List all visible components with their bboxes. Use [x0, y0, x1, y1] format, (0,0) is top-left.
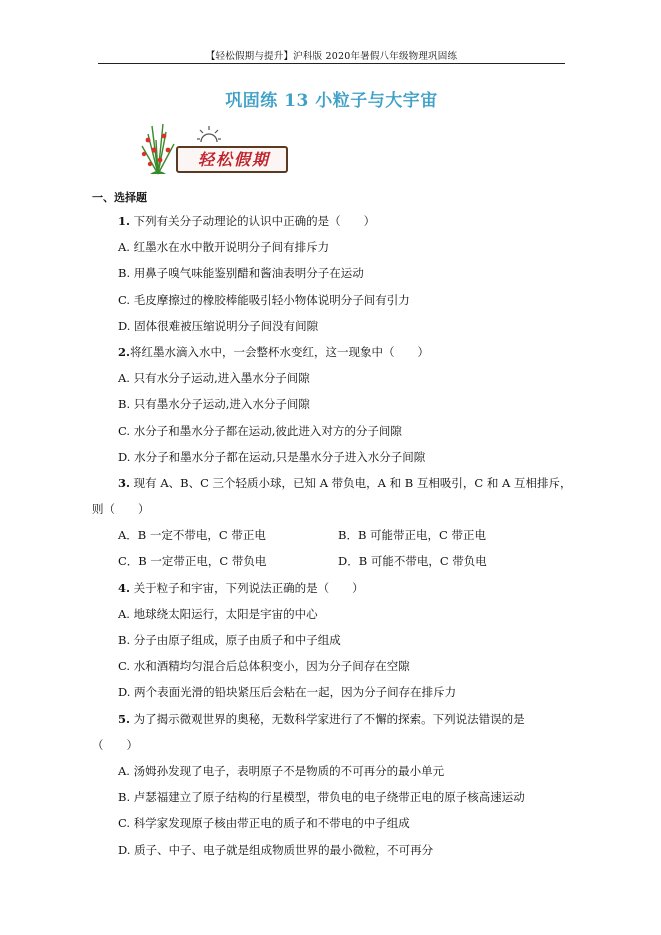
option-3d: D．B 可能不带电，C 带负电 [338, 554, 487, 569]
option-4b: B. 分子由原子组成，原子由质子和中子组成 [118, 633, 341, 647]
option-1c: C. 毛皮摩擦过的橡胶棒能吸引轻小物体说明分子间有引力 [118, 292, 410, 307]
option-row [118, 548, 568, 574]
option-3a: A．B 一定不带电，C 带正电 [118, 528, 266, 543]
option-row [118, 522, 568, 548]
question-stem: 下列有关分子动理论的认识中正确的是（ ） [133, 214, 376, 228]
option-1a: A. 红墨水在水中散开说明分子间有排斥力 [118, 240, 330, 255]
question-3 [118, 470, 572, 496]
option-5b: B. 卢瑟福建立了原子结构的行星模型，带负电的电子绕带正电的原子核高速运动 [118, 790, 525, 805]
question-number: 1. [118, 214, 131, 228]
question-number: 4. [118, 580, 131, 595]
option-4d: D. 两个表面光滑的铅块紧压后会粘在一起，因为分子间存在排斥力 [118, 685, 457, 700]
option-2d: D. 水分子和墨水分子都在运动,只是墨水分子进入水分子间隙 [118, 449, 426, 464]
sun-icon [196, 124, 222, 144]
option-2b: B. 只有墨水分子运动,进入水分子间隙 [118, 397, 310, 412]
question-stem: 将红墨水滴入水中，一会整杯水变红，这一现象中（ ） [130, 344, 430, 359]
holiday-banner [136, 120, 296, 180]
question-5 [118, 706, 568, 732]
option-4c: C. 水和酒精均匀混合后总体积变小，因为分子间存在空隙 [118, 659, 410, 674]
option-3b: B．B 可能带正电，C 带正电 [338, 528, 487, 543]
question-number: 3. [118, 475, 131, 490]
option-3c: C．B 一定带正电，C 带负电 [118, 554, 267, 569]
header-divider [98, 63, 565, 64]
page-header: 【轻松假期与提升】沪科版 2020年暑假八年级物理巩固练 [205, 51, 458, 62]
question-stem-continued: 则（ ） [92, 502, 150, 517]
option-5c: C. 科学家发现原子核由带正电的质子和不带电的中子组成 [118, 816, 410, 831]
question-stem: 现有 A、B、C 三个轻质小球，已知 A 带负电，A 和 B 互相吸引，C 和 A 互相排斥， [133, 475, 572, 490]
question-stem-continued: （ ） [92, 737, 138, 752]
option-1d: D. 固体很难被压缩说明分子间没有间隙 [118, 318, 319, 333]
option-4a: A. 地球绕太阳运行，太阳是宇宙的中心 [118, 606, 318, 621]
question-number: 5. [118, 711, 131, 726]
page-title: 巩固练 13 小粒子与大宇宙 [225, 91, 438, 111]
question-stem: 为了揭示微观世界的奥秘，无数科学家进行了不懈的探索。下列说法错误的是 [133, 711, 525, 726]
question-list [92, 188, 572, 863]
question-number: 2. [118, 344, 131, 359]
banner-label: 轻松假期 [197, 150, 270, 169]
question-2 [118, 339, 568, 365]
question-4 [118, 575, 568, 601]
option-2a: A. 只有水分子运动,进入墨水分子间隙 [118, 371, 310, 386]
option-1b: B. 用鼻子嗅气味能鉴别醋和酱油表明分子在运动 [118, 266, 364, 281]
question-1 [118, 208, 568, 234]
option-2c: C. 水分子和墨水分子都在运动,彼此进入对方的分子间隙 [118, 423, 402, 438]
section-heading: 一、选择题 [92, 191, 147, 204]
option-5a: A. 汤姆孙发现了电子，表明原子不是物质的不可再分的最小单元 [118, 763, 445, 778]
question-stem: 关于粒子和宇宙，下列说法正确的是（ ） [133, 580, 364, 595]
option-5d: D. 质子、中子、电子就是组成物质世界的最小微粒，不可再分 [118, 842, 434, 857]
